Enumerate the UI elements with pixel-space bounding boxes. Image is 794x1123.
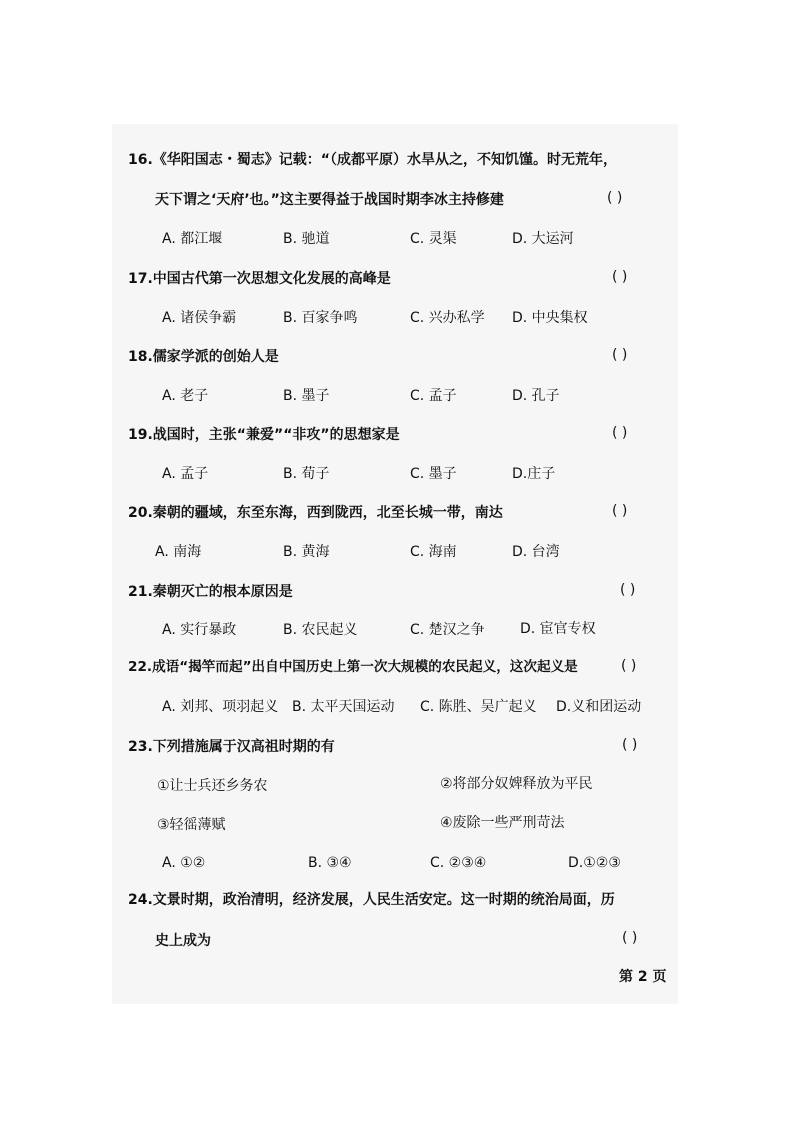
option-19-b[interactable]: B. 荀子 (283, 466, 330, 482)
question-16-line-2: 天下谓之‘天府’也。”这主要得益于战国时期李冰主持修建 (155, 192, 504, 208)
option-21-b[interactable]: B. 农民起义 (283, 622, 358, 638)
statement-2: ②将部分奴婢释放为平民 (440, 776, 593, 792)
option-19-c[interactable]: C. 墨子 (410, 466, 457, 482)
option-22-c[interactable]: C. 陈胜、吴广起义 (420, 699, 537, 715)
question-19: 19.战国时，主张“兼爱”“非攻”的思想家是 (128, 427, 400, 443)
option-23-c[interactable]: C. ②③④ (430, 855, 487, 871)
option-19-a[interactable]: A. 孟子 (162, 466, 209, 482)
question-23: 23.下列措施属于汉高祖时期的有 (128, 739, 335, 755)
option-22-b[interactable]: B. 太平天国运动 (292, 699, 395, 715)
option-23-b[interactable]: B. ③④ (308, 855, 352, 871)
statement-1: ①让士兵还乡务农 (157, 778, 268, 794)
option-17-d[interactable]: D. 中央集权 (512, 310, 588, 326)
question-24-line-1: 24.文景时期，政治清明，经济发展，人民生活安定。这一时期的统治局面，历 (128, 892, 615, 908)
answer-paren-21[interactable]: ( ) (620, 582, 636, 598)
option-21-d[interactable]: D. 宦官专权 (520, 621, 596, 637)
option-17-a[interactable]: A. 诸侯争霸 (162, 310, 237, 326)
option-18-c[interactable]: C. 孟子 (410, 388, 457, 404)
answer-paren-18[interactable]: ( ) (612, 347, 628, 363)
option-20-a[interactable]: A. 南海 (155, 544, 202, 560)
answer-paren-24[interactable]: ( ) (622, 930, 638, 946)
answer-paren-20[interactable]: ( ) (612, 503, 628, 519)
option-22-d[interactable]: D.义和团运动 (556, 699, 642, 715)
option-16-d[interactable]: D. 大运河 (512, 231, 574, 247)
option-20-b[interactable]: B. 黄海 (283, 544, 330, 560)
question-17: 17.中国古代第一次思想文化发展的高峰是 (128, 271, 391, 287)
option-16-c[interactable]: C. 灵渠 (410, 231, 457, 247)
answer-paren-16[interactable]: ( ) (607, 190, 623, 206)
option-23-d[interactable]: D.①②③ (568, 855, 621, 871)
answer-paren-23[interactable]: ( ) (622, 737, 638, 753)
question-21: 21.秦朝灭亡的根本原因是 (128, 584, 293, 600)
page-number: 第 2 页 (619, 969, 667, 985)
option-18-d[interactable]: D. 孔子 (512, 388, 560, 404)
question-24-line-2: 史上成为 (155, 933, 211, 949)
option-21-c[interactable]: C. 楚汉之争 (410, 622, 485, 638)
option-18-b[interactable]: B. 墨子 (283, 388, 330, 404)
option-16-a[interactable]: A. 都江堰 (162, 231, 223, 247)
option-19-d[interactable]: D.庄子 (512, 466, 556, 482)
option-22-a[interactable]: A. 刘邦、项羽起义 (162, 699, 279, 715)
option-18-a[interactable]: A. 老子 (162, 388, 209, 404)
option-16-b[interactable]: B. 驰道 (283, 231, 330, 247)
question-16-line-1: 16.《华阳国志・蜀志》记载：“（成都平原）水旱从之，不知饥馑。时无荒年， (128, 152, 617, 168)
answer-paren-19[interactable]: ( ) (612, 425, 628, 441)
option-23-a[interactable]: A. ①② (162, 855, 206, 871)
option-17-c[interactable]: C. 兴办私学 (410, 310, 485, 326)
answer-paren-17[interactable]: ( ) (612, 269, 628, 285)
option-20-d[interactable]: D. 台湾 (512, 544, 560, 560)
question-22: 22.成语“揭竿而起”出自中国历史上第一次大规模的农民起义，这次起义是 (128, 659, 578, 675)
statement-3: ③轻徭薄赋 (157, 817, 226, 833)
option-20-c[interactable]: C. 海南 (410, 544, 457, 560)
option-21-a[interactable]: A. 实行暴政 (162, 622, 237, 638)
answer-paren-22[interactable]: ( ) (621, 658, 637, 674)
statement-4: ④废除一些严刑苛法 (440, 815, 565, 831)
question-20: 20.秦朝的疆域，东至东海，西到陇西，北至长城一带，南达 (128, 505, 503, 521)
option-17-b[interactable]: B. 百家争鸣 (283, 310, 358, 326)
question-18: 18.儒家学派的创始人是 (128, 349, 279, 365)
